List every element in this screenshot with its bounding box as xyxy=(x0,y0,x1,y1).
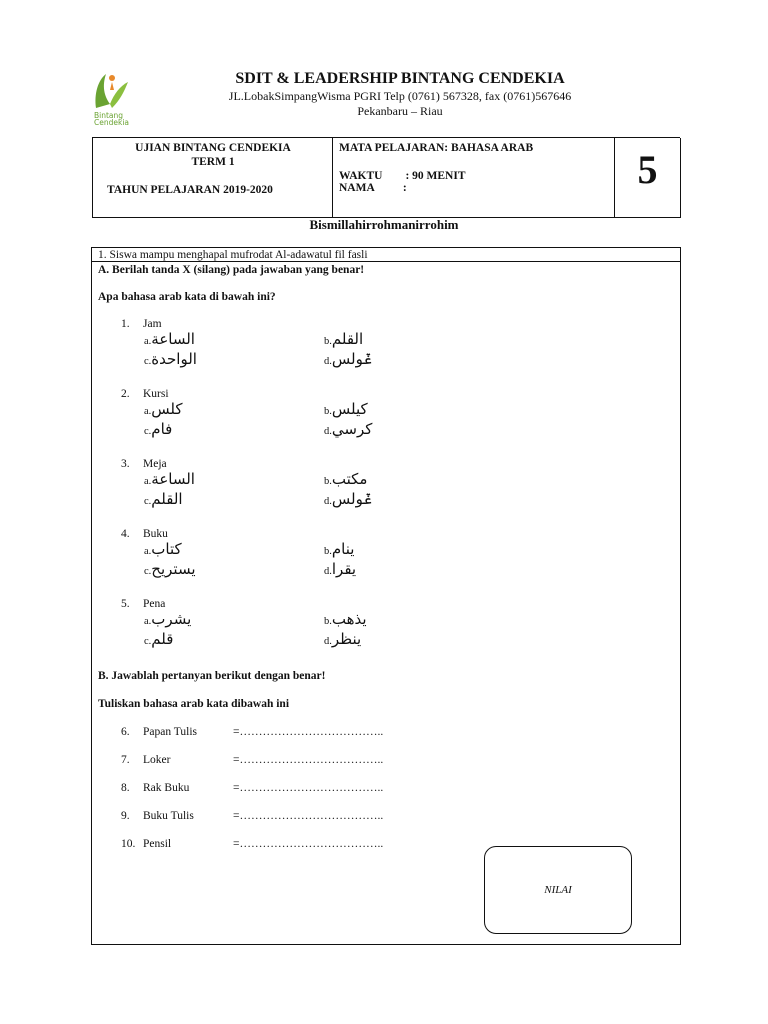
exam-year: TAHUN PELAJARAN 2019-2020 xyxy=(107,184,273,196)
item-word: Pensil xyxy=(143,838,172,850)
option-arabic-text: ينام xyxy=(331,540,355,558)
option-letter: a. xyxy=(144,476,152,487)
option-arabic-text: يقرا xyxy=(331,560,357,578)
item-number: 7. xyxy=(121,754,130,766)
option-arabic-text: فام xyxy=(151,420,173,438)
exam-title: UJIAN BINTANG CENDEKIA xyxy=(135,142,291,154)
school-logo xyxy=(90,68,132,128)
section-b-title: B. Jawablah pertanyan berikut dengan benar! xyxy=(98,670,326,682)
question-word: Buku xyxy=(143,528,168,540)
item-word: Papan Tulis xyxy=(143,726,198,738)
option-arabic-text: كتاب xyxy=(151,540,182,558)
question-number: 3. xyxy=(121,458,130,470)
question-word: Meja xyxy=(143,458,167,470)
item-number: 8. xyxy=(121,782,130,794)
question-word: Kursi xyxy=(143,388,169,400)
option-arabic-text: مكتب xyxy=(331,470,368,488)
option-letter: a. xyxy=(144,616,152,627)
exam-info-table xyxy=(92,137,680,217)
answer-blank[interactable]: =……………………………….. xyxy=(233,726,384,738)
question-number: 5. xyxy=(121,598,130,610)
time-label: WAKTU : 90 MENIT xyxy=(339,170,466,182)
school-name: SDIT & LEADERSHIP BINTANG CENDEKIA xyxy=(235,70,565,87)
answer-option-a[interactable] xyxy=(144,470,195,488)
option-letter: d. xyxy=(324,426,332,437)
answer-option-a[interactable] xyxy=(144,610,191,628)
option-letter: c. xyxy=(144,636,152,647)
option-letter: c. xyxy=(144,566,152,577)
option-arabic-text: يشرب xyxy=(151,610,192,628)
option-letter: d. xyxy=(324,636,332,647)
question-word: Jam xyxy=(143,318,162,330)
answer-option-c[interactable] xyxy=(144,560,196,578)
subject-info-cell xyxy=(332,138,615,218)
option-letter: b. xyxy=(324,546,332,557)
answer-option-d[interactable] xyxy=(324,630,361,648)
option-arabic-text: القلم xyxy=(331,330,364,348)
option-arabic-text: كلس xyxy=(151,400,183,418)
option-arabic-text: القلم xyxy=(151,490,183,508)
score-label: NILAI xyxy=(544,884,572,896)
answer-option-d[interactable] xyxy=(324,420,372,438)
answer-option-c[interactable] xyxy=(144,490,183,508)
answer-option-c[interactable] xyxy=(144,350,197,368)
name-field[interactable]: NAMA : xyxy=(339,182,407,194)
option-arabic-text: كرسي xyxy=(331,420,373,438)
option-arabic-text: يستريح xyxy=(151,560,196,578)
exam-term: TERM 1 xyxy=(191,156,235,168)
question-word: Pena xyxy=(143,598,166,610)
grade-cell xyxy=(614,138,681,218)
item-number: 6. xyxy=(121,726,130,738)
option-letter: c. xyxy=(144,356,152,367)
answer-blank[interactable]: =……………………………….. xyxy=(233,782,384,794)
answer-blank[interactable]: =……………………………….. xyxy=(233,838,384,850)
learning-objective: 1. Siswa mampu menghapal mufrodat Al-adawatul fil fasli xyxy=(92,248,680,262)
score-box xyxy=(484,846,632,934)
section-a-prompt: Apa bahasa arab kata di bawah ini? xyxy=(98,291,276,303)
option-arabic-text: كيلس xyxy=(331,400,368,418)
grade-number: 5 xyxy=(637,147,658,192)
question-number: 1. xyxy=(121,318,130,330)
item-word: Buku Tulis xyxy=(143,810,194,822)
item-word: Rak Buku xyxy=(143,782,190,794)
option-letter: d. xyxy=(324,496,332,507)
answer-option-d[interactable] xyxy=(324,490,372,508)
option-letter: a. xyxy=(144,406,152,417)
exam-info-cell xyxy=(92,138,333,218)
answer-option-a[interactable] xyxy=(144,330,195,348)
answer-option-b[interactable] xyxy=(324,610,367,628)
answer-option-b[interactable] xyxy=(324,400,368,418)
section-a-title: A. Berilah tanda X (silang) pada jawaban yang benar! xyxy=(98,264,365,276)
answer-blank[interactable]: =……………………………….. xyxy=(233,810,384,822)
option-arabic-text: قلم xyxy=(151,630,174,648)
answer-option-c[interactable] xyxy=(144,420,172,438)
option-letter: a. xyxy=(144,546,152,557)
answer-option-b[interactable] xyxy=(324,540,354,558)
bismillah-heading: Bismillahirrohmanirrohim xyxy=(309,217,459,232)
option-arabic-text: ينظر xyxy=(331,630,362,648)
option-arabic-text: الساعة xyxy=(151,470,195,488)
option-letter: c. xyxy=(144,426,152,437)
option-letter: b. xyxy=(324,476,332,487)
question-box xyxy=(91,247,681,945)
item-number: 9. xyxy=(121,810,130,822)
answer-option-b[interactable] xyxy=(324,470,367,488)
answer-option-a[interactable] xyxy=(144,540,182,558)
answer-option-c[interactable] xyxy=(144,630,173,648)
option-letter: b. xyxy=(324,336,332,347)
svg-text:Bintang: Bintang xyxy=(94,111,124,120)
answer-option-d[interactable] xyxy=(324,560,356,578)
option-letter: c. xyxy=(144,496,152,507)
section-b-prompt: Tuliskan bahasa arab kata dibawah ini xyxy=(98,698,290,710)
answer-option-b[interactable] xyxy=(324,330,363,348)
school-city: Pekanbaru – Riau xyxy=(357,104,443,118)
option-arabic-text: الساعة xyxy=(151,330,195,348)
item-word: Loker xyxy=(143,754,171,766)
question-number: 4. xyxy=(121,528,130,540)
option-letter: a. xyxy=(144,336,152,347)
option-letter: b. xyxy=(324,406,332,417)
svg-text:Cendekia: Cendekia xyxy=(94,118,130,127)
answer-blank[interactable]: =……………………………….. xyxy=(233,754,384,766)
question-number: 2. xyxy=(121,388,130,400)
answer-option-a[interactable] xyxy=(144,400,183,418)
option-letter: d. xyxy=(324,566,332,577)
option-letter: d. xyxy=(324,356,332,367)
option-arabic-text: ݞولس xyxy=(331,350,373,368)
school-address: JL.LobakSimpangWisma PGRI Telp (0761) 567328, fax (0761)567646 xyxy=(228,89,572,103)
option-letter: b. xyxy=(324,616,332,627)
option-arabic-text: ݞولس xyxy=(331,490,373,508)
subject-label: MATA PELAJARAN: BAHASA ARAB xyxy=(339,142,534,154)
option-arabic-text: الواحدة xyxy=(151,350,197,368)
answer-option-d[interactable] xyxy=(324,350,372,368)
item-number: 10. xyxy=(121,838,136,850)
option-arabic-text: يذهب xyxy=(331,610,367,628)
